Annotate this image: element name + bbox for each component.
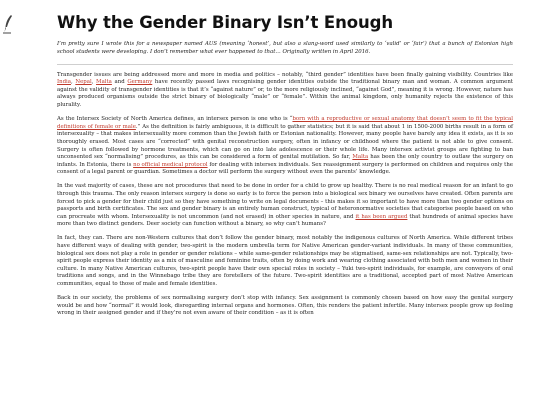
post-title: Why the Gender Binary Isn’t Enough	[57, 13, 393, 32]
link-isna-definition[interactable]: born with a reproductive or sexual anatomy that doesn’t seem to fit the typical definitions of female or male	[57, 116, 513, 130]
paragraph-4: In fact, they can. There are non-Western cultures that don’t follow the gender binary, most notably the indigenous cultures of North America. While different tribes have different ways of dealing with gender, two-spirit is the modern umbrella term for Native American gender-variant individuals. In many of these communities, biological sex does not play a role in gender or gender relations – while same-gender relationships may be stigmatised, same-sex relationships are not. Typically, two-spirit people express their identity as a mix of masculine and feminine traits, often by doing work and wearing clothing associated with both men and women in their culture. In many Native American cultures, two-spirit people have their own special roles in society – Yuki two-spirit individuals, for example, are conveyors of oral traditions and songs, and in the Winnebago tribe they are foretellers of the future. Two-spirit identities are a traditional, accepted part of most Native American communities, equal to those of male and female identities.	[57, 235, 513, 288]
post-intro-note: I’m pretty sure I wrote this for a newspaper named AUS (meaning ‘honest’, but also a slang-word used similarly to ‘valid’ or ‘fair’) that a bunch of Estonian high school students were developing. I don’t remember what ever happened to that… Originally written in April 2016.	[57, 41, 513, 55]
link-malta-law[interactable]: Malta	[352, 154, 369, 161]
paragraph-3: In the vast majority of cases, these are not procedures that need to be done in order for a child to grow up healthy. There is no real medical reason for an infant to go through this trauma. The only reason intersex surgery is done so early is to force the person into a biological sex binary we ourselves have created. Often parents are forced to pick a gender for their child just so they have something to write on legal documents – this makes it so important to have more than two gender options on passports and birth certificates. The sex and gender binary is an entirely human construct, typical of heteronormative societies that categorise people based on who can procreate with whom. Intersexuality is not uncommon (and not erased) in other species in nature, and it has been argued that hundreds of animal species have more than two distinct genders. Deer society can function without a binary, so why can’t humans?	[57, 183, 513, 228]
link-nepal[interactable]: Nepal	[75, 79, 92, 86]
paragraph-2: As the Intersex Society of North America defines, an intersex person is one who is “born with a reproductive or sexual anatomy that doesn’t seem to fit the typical definitions of female or male.” As the definition is fairly ambiguous, it is difficult to gather statistics; but it is said that about 1 in 1500-2000 births result in a form of intersexuality – that makes intersexuality more common than the Jewish faith or Estonian nationality. However, many people have barely any idea it exists, as it is so thoroughly erased. Most cases are “corrected” with genital reconstruction surgery, often in infancy or childhood where the patient is not able to give consent. Surgery is often followed by hormone treatments, which can go on into late adolescence or their whole life. Many intersex activist groups are fighting to ban unconsented sex “normalising” procedures, as this can be considered a form of genital mutilation. So far, Malta has been the only country to outlaw the surgery on infants. In Estonia, there is no official medical protocol for dealing with intersex individuals. Sex reassignment surgery is performed on children and requires only the consent of a legal parent or guardian. Sometimes a doctor will perform the surgery without even the parents’ knowledge.	[57, 116, 513, 176]
link-germany[interactable]: Germany	[127, 79, 153, 86]
paragraph-1: Transgender issues are being addressed more and more in media and politics – notably, “third gender” identities have been finally gaining visibility. Countries like India, Nepal, Malta and Germany have recently passed laws recognising gender identities outside the traditional binary man and woman. A common argument against the validity of transgender identities is that it’s “against nature” or, to the more religiously inclined, “against God”, meaning it is wrong. However, nature has always produced organisms outside the strict binary of biologically “male” or “female”. Within the animal kingdom, only humanity rejects the existence of this plurality.	[57, 71, 513, 109]
paragraph-5: Back in our society, the problems of sex normalising surgery don’t stop with infancy. Sex assignment is commonly chosen based on how easy the genital surgery would be and how “normal” it would look, disregarding internal organs and hormones. Often, this renders the patient infertile. Many intersex people grow up feeling wrong in their assigned gender and if they’re not even aware of their condition – as it is often	[57, 295, 513, 317]
quill-pen-icon[interactable]	[2, 14, 14, 34]
link-malta[interactable]: Malta	[96, 79, 112, 86]
divider	[57, 64, 513, 65]
link-india[interactable]: India	[57, 79, 71, 86]
link-medical-protocol[interactable]: no official medical protocol	[133, 161, 208, 168]
link-it-has-been-argued[interactable]: it has been argued	[355, 213, 408, 220]
blog-post	[57, 0, 513, 318]
